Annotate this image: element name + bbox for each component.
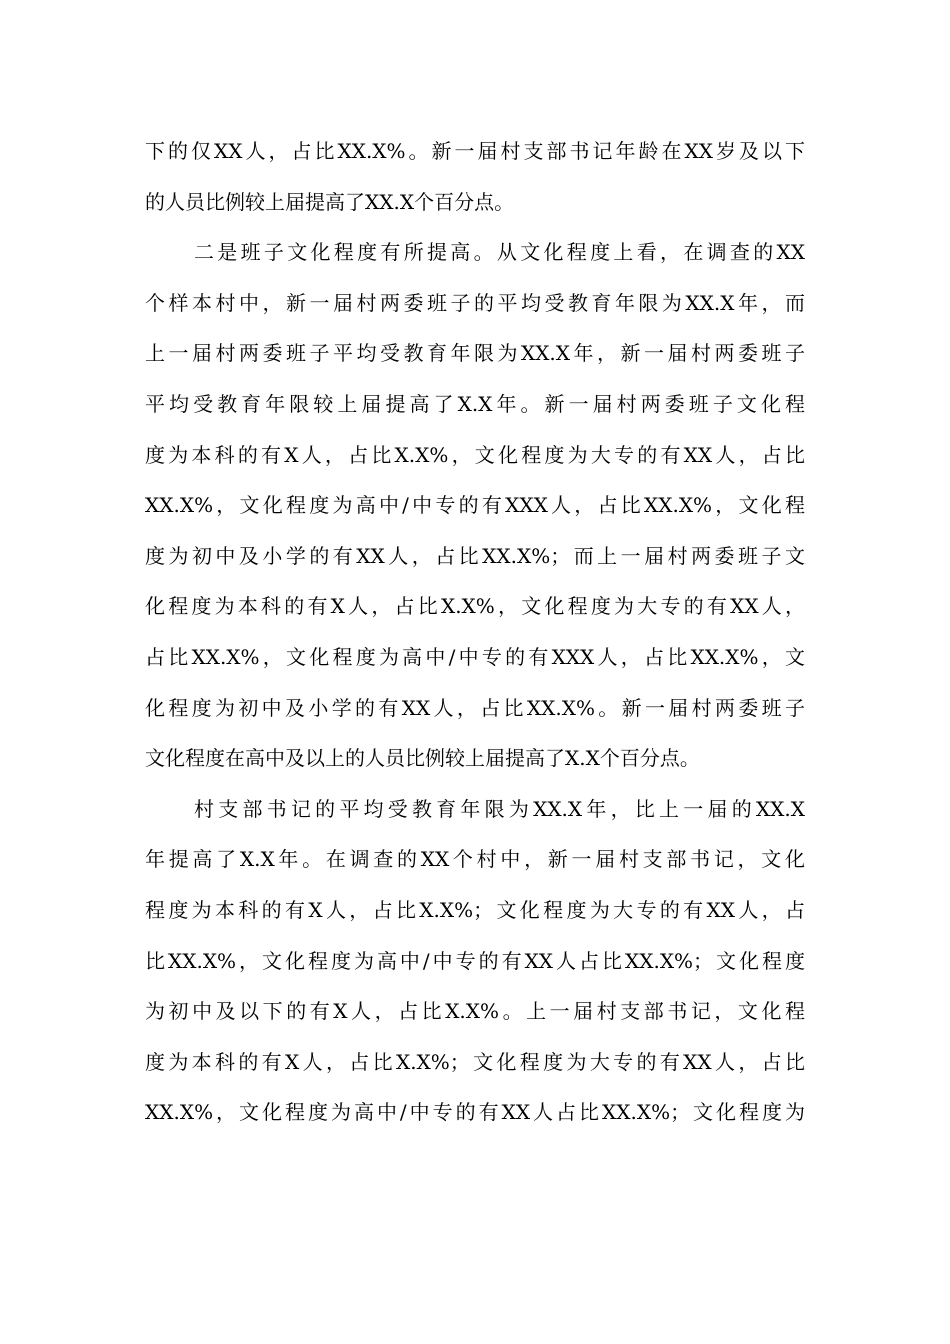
text-line: 度为初中及小学的有XX人，占比XX.X%；而上一届村两委班子文: [145, 543, 805, 568]
text-line: 化程度为本科的有X人，占比X.X%，文化程度为大专的有XX人，: [145, 594, 805, 619]
text-line: 比XX.X%，文化程度为高中/中专的有XX人占比XX.X%；文化程度: [145, 948, 805, 973]
text-line: 度为本科的有X人，占比X.X%，文化程度为大专的有XX人，占比: [145, 442, 805, 467]
text-line: 年提高了X.X年。在调查的XX个村中，新一届村支部书记，文化: [145, 847, 805, 872]
text-line: 上一届村两委班子平均受教育年限为XX.X年，新一届村两委班子: [145, 341, 805, 366]
document-body: [145, 126, 805, 1138]
text-line: 下的仅XX人，占比XX.X%。新一届村支部书记年龄在XX岁及以下: [145, 139, 805, 163]
text-line: XX.X%，文化程度为高中/中专的有XX人占比XX.X%；文化程度为: [145, 1100, 805, 1125]
text-line: 的人员比例较上届提高了XX.X个百分点。: [145, 189, 515, 214]
text-line: 个样本村中，新一届村两委班子的平均受教育年限为XX.X年，而: [145, 290, 805, 315]
text-line: 村支部书记的平均受教育年限为XX.X年，比上一届的XX.X: [194, 796, 805, 821]
text-line: 化程度为初中及小学的有XX人，占比XX.X%。新一届村两委班子: [145, 695, 805, 720]
text-line: 平均受教育年限较上届提高了X.X年。新一届村两委班子文化程: [145, 391, 805, 416]
text-line: 二是班子文化程度有所提高。从文化程度上看，在调查的XX: [194, 240, 805, 265]
text-line: XX.X%，文化程度为高中/中专的有XXX人，占比XX.X%，文化程: [145, 493, 805, 518]
text-line: 占比XX.X%，文化程度为高中/中专的有XXX人，占比XX.X%，文: [145, 644, 805, 669]
text-line: 程度为本科的有X人，占比X.X%；文化程度为大专的有XX人，占: [145, 897, 805, 922]
text-line: 为初中及以下的有X人，占比X.X%。上一届村支部书记，文化程: [145, 999, 805, 1024]
text-line: 度为本科的有X人，占比X.X%；文化程度为大专的有XX人，占比: [145, 1049, 805, 1074]
text-line: 文化程度在高中及以上的人员比例较上届提高了X.X个百分点。: [145, 746, 700, 771]
